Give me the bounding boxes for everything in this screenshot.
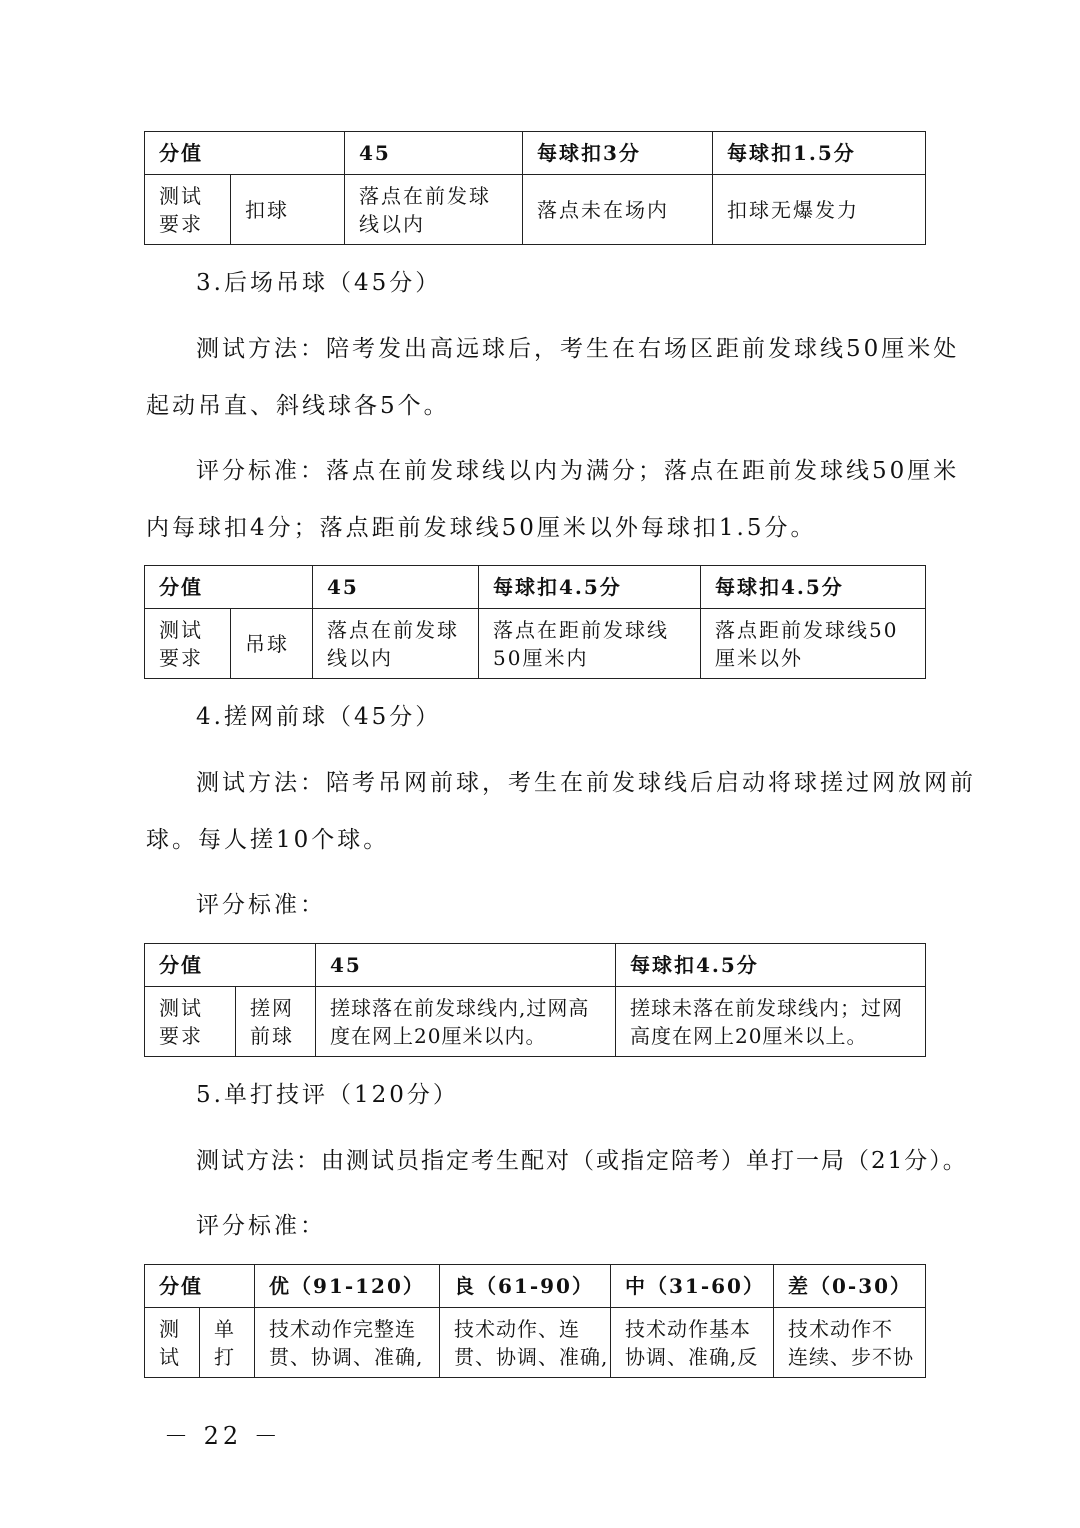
table-cell: 测试 要求	[145, 175, 231, 245]
table-cell: 每球扣4.5分	[479, 566, 701, 609]
section-3-method-line1: 测试方法：陪考发出高远球后，考生在右场区距前发球线50厘米处	[196, 336, 960, 362]
table-cell: 每球扣4.5分	[701, 566, 926, 609]
section-5-method: 测试方法：由测试员指定考生配对（或指定陪考）单打一局（21分）。	[196, 1148, 968, 1174]
section-3-standard-line1: 评分标准：落点在前发球线以内为满分；落点在距前发球线50厘米	[196, 458, 960, 484]
table-row	[145, 1265, 926, 1308]
table-cell: 技术动作、连 贯、协调、准确,	[440, 1308, 611, 1378]
table-cell: 落点在前发球 线以内	[313, 609, 479, 679]
table-row	[145, 609, 926, 679]
table-cell: 每球扣3分	[523, 132, 713, 175]
table-cell: 扣球无爆发力	[713, 175, 926, 245]
table-cell: 搓网 前球	[236, 987, 316, 1057]
page-number: － 22 －	[164, 1422, 282, 1450]
table-cell: 落点未在场内	[523, 175, 713, 245]
section-4-title: 4.搓网前球（45分）	[196, 704, 442, 730]
table-row	[145, 944, 926, 987]
section-5-title: 5.单打技评（120分）	[196, 1082, 459, 1108]
table-cell: 每球扣1.5分	[713, 132, 926, 175]
table-cell: 落点距前发球线50 厘米以外	[701, 609, 926, 679]
table-cell: 45	[316, 944, 616, 987]
section-4-standard: 评分标准：	[196, 892, 326, 918]
table-row	[145, 1308, 926, 1378]
table-net-shot-scoring	[144, 943, 926, 1057]
table-cell: 技术动作基本 协调、准确,反	[611, 1308, 774, 1378]
section-3-standard-line2: 内每球扣4分；落点距前发球线50厘米以外每球扣1.5分。	[146, 515, 817, 541]
table-cell: 分值	[145, 1265, 255, 1308]
table-cell: 分值	[145, 566, 313, 609]
table-cell: 优（91-120）	[255, 1265, 440, 1308]
table-cell: 每球扣4.5分	[616, 944, 926, 987]
table-row	[145, 132, 926, 175]
table-row	[145, 566, 926, 609]
table-cell: 中（31-60）	[611, 1265, 774, 1308]
table-cell: 技术动作完整连 贯、协调、准确,	[255, 1308, 440, 1378]
section-3-title: 3.后场吊球（45分）	[196, 270, 442, 296]
table-smash-scoring	[144, 131, 926, 245]
table-cell: 技术动作不 连续、步不协	[774, 1308, 926, 1378]
table-singles-rating	[144, 1264, 926, 1378]
table-cell: 搓球落在前发球线内,过网高 度在网上20厘米以内。	[316, 987, 616, 1057]
table-cell: 落点在距前发球线 50厘米内	[479, 609, 701, 679]
table-cell: 分值	[145, 132, 345, 175]
table-drop-scoring	[144, 565, 926, 679]
table-cell: 45	[345, 132, 523, 175]
table-cell: 吊球	[231, 609, 313, 679]
section-5-standard: 评分标准：	[196, 1213, 326, 1239]
table-cell: 45	[313, 566, 479, 609]
table-cell: 单 打	[200, 1308, 255, 1378]
section-4-method-line1: 测试方法：陪考吊网前球，考生在前发球线后启动将球搓过网放网前	[196, 770, 976, 796]
section-3-method-line2: 起动吊直、斜线球各5个。	[146, 393, 450, 419]
table-cell: 测试 要求	[145, 609, 231, 679]
table-row	[145, 175, 926, 245]
table-row	[145, 987, 926, 1057]
table-cell: 测 试	[145, 1308, 200, 1378]
table-cell: 差（0-30）	[774, 1265, 926, 1308]
table-cell: 测试 要求	[145, 987, 236, 1057]
table-cell: 搓球未落在前发球线内；过网 高度在网上20厘米以上。	[616, 987, 926, 1057]
table-cell: 落点在前发球 线以内	[345, 175, 523, 245]
table-cell: 扣球	[231, 175, 345, 245]
table-cell: 良（61-90）	[440, 1265, 611, 1308]
table-cell: 分值	[145, 944, 316, 987]
section-4-method-line2: 球。每人搓10个球。	[146, 827, 390, 853]
